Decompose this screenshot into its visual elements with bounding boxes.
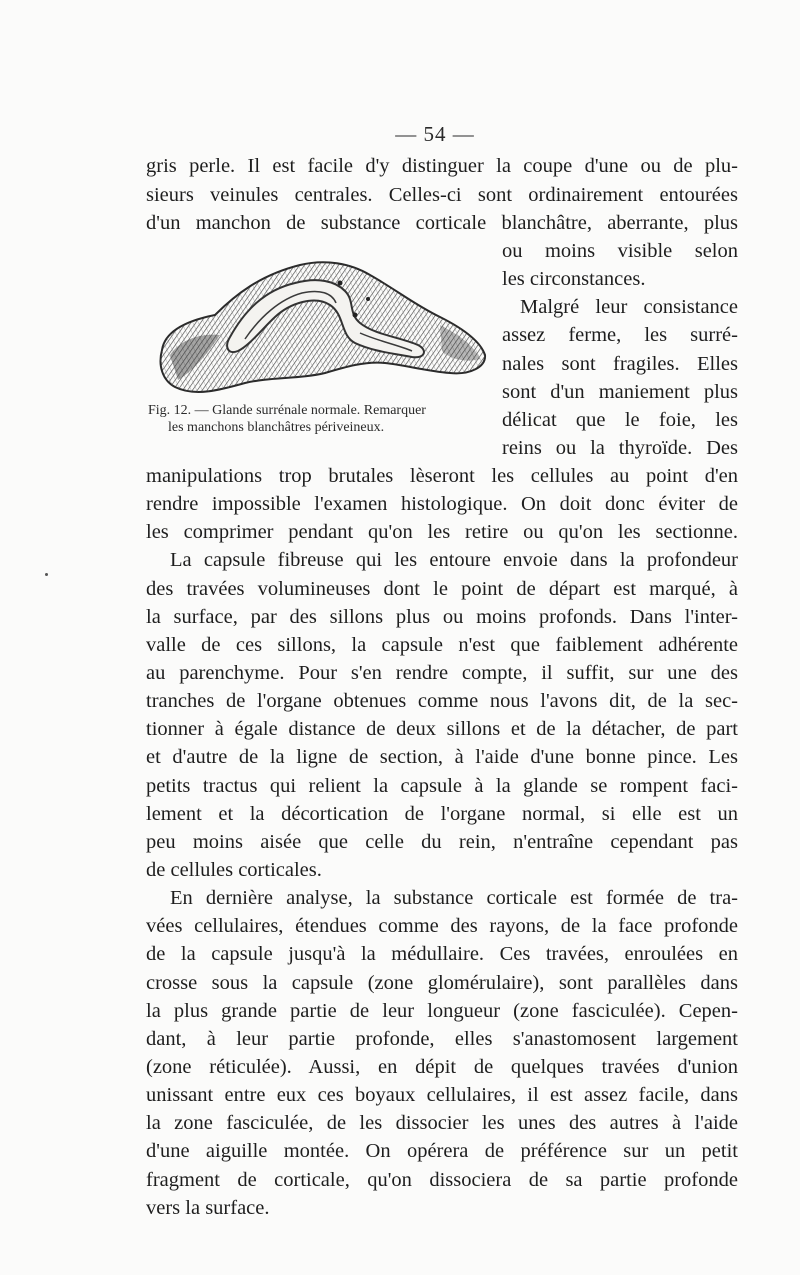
text-line: vées cellulaires, étendues comme des rayons, de la face profonde: [146, 915, 738, 937]
text-line: ou moins visible selon: [502, 240, 738, 262]
text-line: les comprimer pendant qu'on les retire ou qu'on les sectionne.: [146, 521, 738, 543]
text-line: d'une aiguille montée. On opérera de préférence sur un petit: [146, 1140, 738, 1162]
text-line: unissant entre eux ces boyaux cellulaires, il est assez facile, dans: [146, 1084, 738, 1106]
text-line: assez ferme, les surré-: [502, 324, 738, 346]
text-line: manipulations trop brutales lèseront les cellules au point d'en: [146, 465, 738, 487]
text-line: valle de ces sillons, la capsule n'est que faiblement adhérente: [146, 634, 738, 656]
text-line: au parenchyme. Pour s'en rendre compte, il suffit, sur une des: [146, 662, 738, 684]
figure-caption-line: les manchons blanchâtres périveineux.: [168, 420, 385, 435]
text-line: des travées volumineuses dont le point de départ est marqué, à: [146, 578, 738, 600]
text-line: tranches de l'organe obtenues comme nous l'avons dit, de la sec-: [146, 690, 738, 712]
adrenal-gland-illustration: [150, 255, 490, 405]
text-line: En dernière analyse, la substance corticale est formée de tra-: [170, 887, 738, 909]
text-line: la zone fasciculée, de les dissocier les unes des autres à l'aide: [146, 1112, 738, 1134]
text-line: sont d'un maniement plus: [502, 381, 738, 403]
figure-adrenal-gland: [150, 255, 490, 405]
figure-caption-line: Fig. 12. — Glande surrénale normale. Remarquer: [148, 403, 426, 418]
text-line: vers la surface.: [146, 1197, 270, 1219]
text-line: gris perle. Il est facile d'y distinguer la coupe d'une ou de plu-: [146, 155, 738, 177]
page-number: — 54 —: [395, 122, 475, 146]
text-line: petits tractus qui relient la capsule à la glande se rompent faci-: [146, 775, 738, 797]
margin-mark: [45, 573, 48, 576]
text-line: rendre impossible l'examen histologique. On doit donc éviter de: [146, 493, 738, 515]
text-line: la surface, par des sillons plus ou moins profonds. Dans l'inter-: [146, 606, 738, 628]
text-line: dant, à leur partie profonde, elles s'anastomosent largement: [146, 1028, 738, 1050]
text-line: reins ou la thyroïde. Des: [502, 437, 738, 459]
text-line: sieurs veinules centrales. Celles-ci sont ordinairement entourées: [146, 184, 738, 206]
text-line: peu moins aisée que celle du rein, n'entraîne cependant pas: [146, 831, 738, 853]
text-line: d'un manchon de substance corticale blanchâtre, aberrante, plus: [146, 212, 738, 234]
text-line: La capsule fibreuse qui les entoure envoie dans la profondeur: [170, 549, 738, 571]
text-line: (zone réticulée). Aussi, en dépit de quelques travées d'union: [146, 1056, 738, 1078]
text-line: Malgré leur consistance: [520, 296, 738, 318]
text-line: lement et la décortication de l'organe normal, si elle est un: [146, 803, 738, 825]
text-line: de cellules corticales.: [146, 859, 322, 881]
text-line: et d'autre de la ligne de section, à l'aide d'une bonne pince. Les: [146, 746, 738, 768]
text-line: nales sont fragiles. Elles: [502, 353, 738, 375]
text-line: les circonstances.: [502, 268, 646, 290]
text-line: fragment de corticale, qu'on dissociera de sa partie profonde: [146, 1169, 738, 1191]
text-line: tionner à égale distance de deux sillons et de la détacher, de part: [146, 718, 738, 740]
text-line: crosse sous la capsule (zone glomérulaire), sont parallèles dans: [146, 972, 738, 994]
text-line: de la capsule jusqu'à la médullaire. Ces travées, enroulées en: [146, 943, 738, 965]
text-line: délicat que le foie, les: [502, 409, 738, 431]
text-line: la plus grande partie de leur longueur (zone fasciculée). Cepen-: [146, 1000, 738, 1022]
